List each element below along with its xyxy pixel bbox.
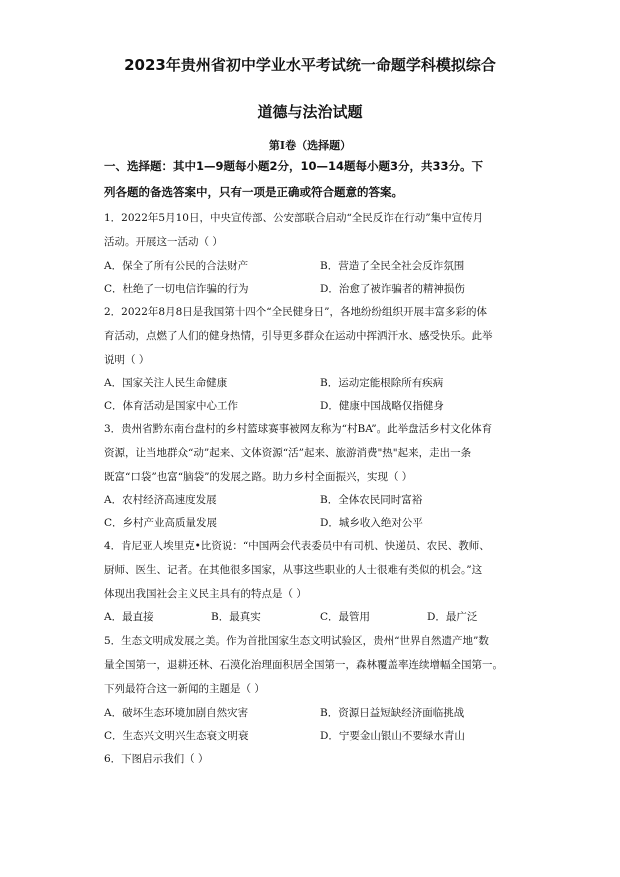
question-3-stem: 3．贵州省黔东南台盘村的乡村篮球赛事被网友称为“村BA”。此举盘活乡村文化体育	[104, 423, 493, 435]
question-3-option-d: D．城乡收入绝对公平	[320, 517, 423, 529]
question-5-option-b: B．资源日益短缺经济面临挑战	[320, 707, 465, 719]
question-5-stem: 量全国第一，退耕还林、石漠化治理面积居全国第一，森林覆盖率连续增幅全国第一。	[104, 659, 503, 671]
question-1-option-b: B．营造了全民全社会反诈氛围	[320, 260, 465, 272]
question-4-option-d: D．最广泛	[427, 611, 478, 623]
instructions-line: 一、选择题：其中1—9题每小题2分，10—14题每小题3分，共33分。下	[104, 159, 484, 173]
question-1-option-c: C．杜绝了一切电信诈骗的行为	[104, 283, 249, 295]
question-4-option-a: A．最直接	[104, 611, 154, 623]
question-1-option-d: D．治愈了被诈骗者的精神损伤	[320, 283, 465, 295]
question-4-option-b: B．最真实	[211, 611, 261, 623]
question-3-option-c: C．乡村产业高质量发展	[104, 517, 218, 529]
question-2-stem: 说明（ ）	[104, 354, 150, 366]
instructions-line: 列各题的备选答案中，只有一项是正确或符合题意的答案。	[104, 185, 403, 199]
exam-title: 2023年贵州省初中学业水平考试统一命题学科模拟综合	[124, 56, 496, 74]
question-6-stem: 6．下图启示我们（ ）	[104, 753, 209, 765]
question-4-stem: 4．肯尼亚人埃里克•比资说：“中国两会代表委员中有司机、快递员、农民、教师、	[104, 540, 490, 552]
question-1-stem: 活动。开展这一活动（ ）	[104, 236, 223, 248]
question-4-option-c: C．最管用	[320, 611, 371, 623]
section-title: 第I卷（选择题）	[268, 139, 352, 152]
question-4-stem: 厨师、医生、记者。在其他很多国家，从事这些职业的人士很难有类似的机会。”这	[104, 564, 483, 576]
question-2-option-b: B．运动定能根除所有疾病	[320, 377, 444, 389]
question-2-option-a: A．国家关注人民生命健康	[104, 377, 228, 389]
question-4-stem: 体现出我国社会主义民主具有的特点是（ ）	[104, 588, 307, 600]
question-5-stem: 下列最符合这一新闻的主题是（ ）	[104, 683, 265, 695]
question-3-stem: 既富“口袋”也富“脑袋”的发展之路。助力乡村全面振兴，实现（ ）	[104, 471, 413, 483]
question-2-stem: 2．2022年8月8日是我国第十四个“全民健身日”，各地纷纷组织开展丰富多彩的体	[104, 306, 487, 318]
question-2-stem: 育活动，点燃了人们的健身热情，引导更多群众在运动中挥洒汗水、感受快乐。此举	[104, 330, 493, 342]
question-1-option-a: A．保全了所有公民的合法财产	[104, 260, 249, 272]
question-5-option-a: A．破坏生态环境加剧自然灾害	[104, 707, 249, 719]
question-5-option-d: D．宁要金山银山不要绿水青山	[320, 730, 465, 742]
question-3-option-b: B．全体农民同时富裕	[320, 494, 423, 506]
question-5-option-c: C．生态兴文明兴生态衰文明衰	[104, 730, 249, 742]
question-3-stem: 资源，让当地群众“动”起来、文体资源“活”起来、旅游消费"热"起来，走出一条	[104, 447, 472, 459]
question-2-option-d: D．健康中国战略仅指健身	[320, 400, 444, 412]
exam-subtitle: 道德与法治试题	[257, 103, 363, 121]
question-3-option-a: A．农村经济高速度发展	[104, 494, 217, 506]
question-2-option-c: C．体育活动是国家中心工作	[104, 400, 239, 412]
question-1-stem: 1．2022年5月10日，中央宣传部、公安部联合启动“全民反诈在行动”集中宣传月	[104, 212, 484, 224]
question-5-stem: 5．生态文明成发展之美。作为首批国家生态文明试验区，贵州“世界自然遗产地”数	[104, 635, 489, 647]
